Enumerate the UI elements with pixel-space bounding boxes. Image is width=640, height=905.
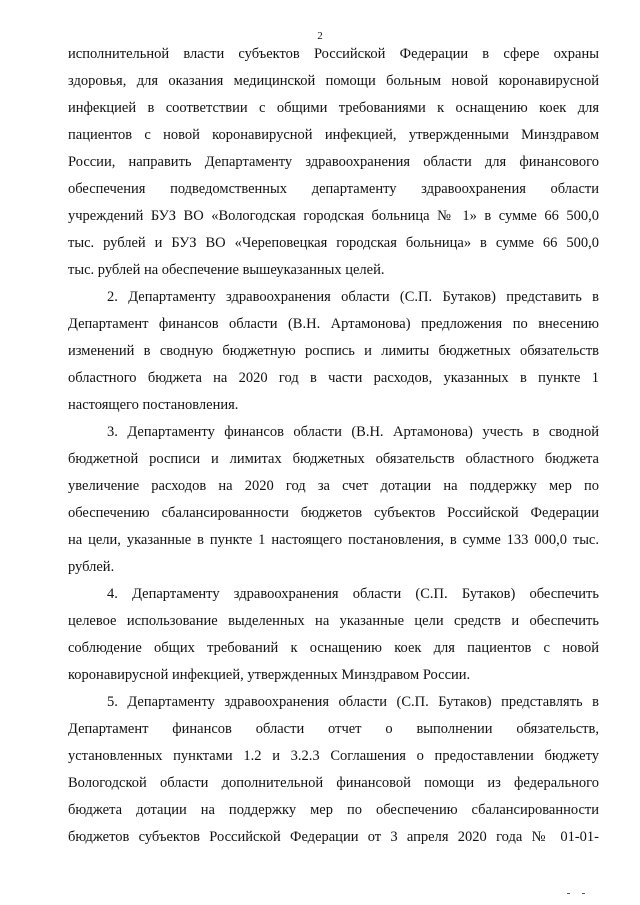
text-line: бюджета дотации на поддержку мер по обеспечению сбалансированности — [68, 802, 599, 818]
paragraph-3-line: 3. Департаменту финансов области (В.Н. Артамонова) учесть в сводной — [107, 424, 599, 440]
text-line: тыс. рублей и БУЗ ВО «Череповецкая городская больница» в сумме 66 500,0 — [68, 235, 599, 251]
text-line: целевое использование выделенных на указанные цели средств и обеспечить — [68, 613, 599, 629]
page-number: 2 — [317, 30, 323, 42]
text-line: пациентов с новой коронавирусной инфекцией, утвержденными Минздравом — [68, 127, 599, 143]
text-line: бюджетов субъектов Российской Федерации от 3 апреля 2020 года № 01-01- — [68, 829, 599, 845]
text-line: тыс. рублей на обеспечение вышеуказанных целей. — [68, 262, 385, 278]
text-line: здоровья, для оказания медицинской помощи больным новой коронавирусной — [68, 73, 599, 89]
text-line: областного бюджета на 2020 год в части расходов, указанных в пункте 1 — [68, 370, 599, 386]
text-line: коронавирусной инфекцией, утвержденных Минздравом России. — [68, 667, 471, 683]
scan-artifact — [567, 893, 570, 894]
text-line: изменений в сводную бюджетную роспись и лимиты бюджетных обязательств — [68, 343, 599, 359]
paragraph-2-line: 2. Департаменту здравоохранения области (С.П. Бутаков) представить в — [107, 289, 599, 305]
text-line: бюджетной росписи и лимитах бюджетных обязательств областного бюджета — [68, 451, 599, 467]
text-line: Департамент финансов области (В.Н. Артамонова) предложения по внесению — [68, 316, 599, 332]
text-line: Департамент финансов области отчет о выполнении обязательств, — [68, 721, 599, 737]
text-line: России, направить Департаменту здравоохранения области для финансового — [68, 154, 599, 170]
text-line: учреждений БУЗ ВО «Вологодская городская больница № 1» в сумме 66 500,0 — [68, 208, 599, 224]
text-line: обеспечению сбалансированности бюджетов субъектов Российской Федерации — [68, 505, 599, 521]
text-line: исполнительной власти субъектов Российской Федерации в сфере охраны — [68, 46, 599, 62]
text-line: обеспечения подведомственных департаменту здравоохранения области — [68, 181, 599, 197]
text-line: соблюдение общих требований к оснащению коек для пациентов с новой — [68, 640, 599, 656]
text-line: установленных пунктами 1.2 и 3.2.3 Соглашения о предоставлении бюджету — [68, 748, 599, 764]
scan-artifact — [582, 893, 585, 894]
text-line: на цели, указанные в пункте 1 настоящего постановления, в сумме 133 000,0 тыс. — [68, 532, 599, 548]
text-line: рублей. — [68, 559, 115, 575]
paragraph-5-line: 5. Департаменту здравоохранения области (С.П. Бутаков) представлять в — [107, 694, 599, 710]
text-line: настоящего постановления. — [68, 397, 239, 413]
paragraph-4-line: 4. Департаменту здравоохранения области (С.П. Бутаков) обеспечить — [107, 586, 599, 602]
text-line: Вологодской области дополнительной финансовой помощи из федерального — [68, 775, 599, 791]
text-line: инфекцией в соответствии с общими требованиями к оснащению коек для — [68, 100, 599, 116]
text-line: увеличение расходов на 2020 год за счет дотации на поддержку мер по — [68, 478, 599, 494]
